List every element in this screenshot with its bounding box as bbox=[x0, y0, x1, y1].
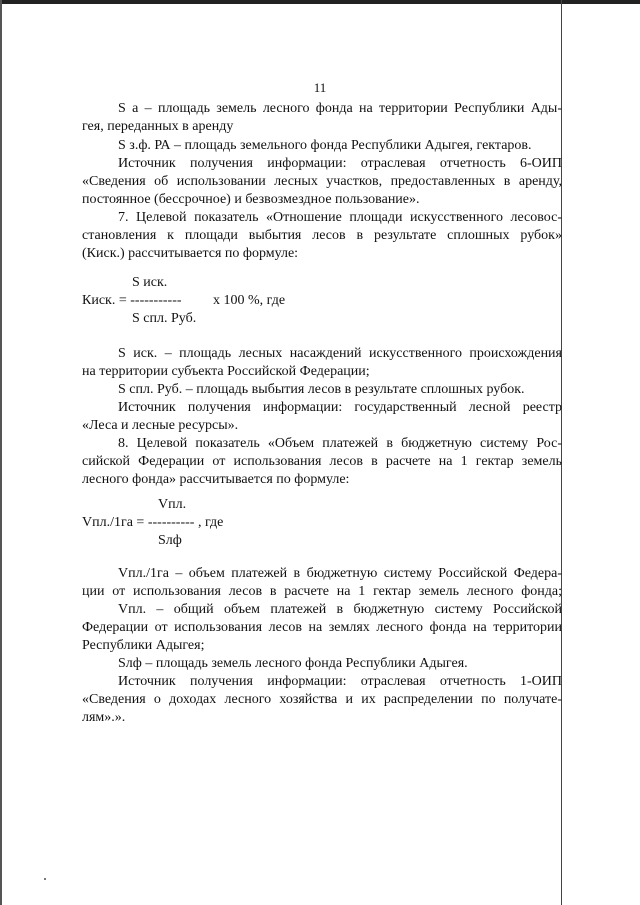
text-line: «Сведения о доходах лесного хозяйства и их распределении по получате- bbox=[82, 692, 562, 707]
text-line: S спл. Руб. – площадь выбытия лесов в результате сплошных рубок. bbox=[118, 382, 525, 397]
text-line: «Сведения об использовании лесных участков, предоставленных в аренду, bbox=[82, 174, 562, 189]
text-line: Vпл./1га – объем платежей в бюджетную систему Российской Федера- bbox=[118, 566, 562, 581]
scan-top-edge bbox=[0, 0, 640, 4]
text-line: лям».». bbox=[82, 710, 126, 725]
text-line: становления к площади выбытия лесов в результате сплошных рубок» bbox=[82, 228, 562, 243]
text-line: Федерации от использования лесов на землях лесного фонда на территории bbox=[82, 620, 562, 635]
text-line: Источник получения информации: отраслевая отчетность 1-ОИП bbox=[118, 674, 562, 689]
text-line: S з.ф. РА – площадь земельного фонда Республики Адыгея, гектаров. bbox=[118, 138, 532, 153]
text-line: Источник получения информации: отраслевая отчетность 6-ОИП bbox=[118, 156, 562, 171]
scan-left-edge bbox=[0, 0, 2, 905]
formula-2-numerator: Vпл. bbox=[158, 497, 187, 512]
text-line: S иск. – площадь лесных насаждений искусственного происхождения bbox=[118, 346, 562, 361]
text-line: «Леса и лесные ресурсы». bbox=[82, 418, 239, 433]
page-number: 11 bbox=[313, 80, 327, 95]
text-line: Sлф – площадь земель лесного фонда Республики Адыгея. bbox=[118, 656, 468, 671]
text-line: 7. Целевой показатель «Отношение площади искусственного лесовос- bbox=[118, 210, 562, 225]
text-line: сийской Федерации от использования лесов в расчете на 1 гектар земель bbox=[82, 454, 562, 469]
formula-1-multiplier: х 100 %, где bbox=[213, 293, 286, 308]
text-line: гея, переданных в аренду bbox=[82, 119, 234, 134]
text-line: Республики Адыгея; bbox=[82, 638, 205, 653]
formula-2-lhs: Vпл./1га = ---------- , где bbox=[82, 515, 224, 530]
text-line: Vпл. – общий объем платежей в бюджетную систему Российской bbox=[118, 602, 562, 617]
formula-2-denominator: Sлф bbox=[158, 533, 182, 548]
formula-1-lhs: Киск. = ----------- bbox=[82, 293, 182, 308]
text-line: (Киск.) рассчитывается по формуле: bbox=[82, 246, 299, 261]
text-line: постоянное (бессрочное) и безвозмездное пользование». bbox=[82, 192, 420, 207]
text-line: на территории субъекта Российской Федерации; bbox=[82, 364, 370, 379]
scan-speck bbox=[44, 878, 46, 880]
text-line: 8. Целевой показатель «Объем платежей в бюджетную систему Рос- bbox=[118, 436, 562, 451]
formula-1-numerator: S иск. bbox=[132, 275, 168, 290]
text-line: лесного фонда» рассчитывается по формуле: bbox=[82, 472, 350, 487]
text-line: S а – площадь земель лесного фонда на территории Республики Ады- bbox=[118, 101, 562, 116]
formula-1-denominator: S спл. Руб. bbox=[132, 311, 197, 326]
text-line: ции от использования лесов в расчете на 1 гектар земель лесного фонда; bbox=[82, 584, 562, 599]
text-line: Источник получения информации: государственный лесной реестр bbox=[118, 400, 562, 415]
